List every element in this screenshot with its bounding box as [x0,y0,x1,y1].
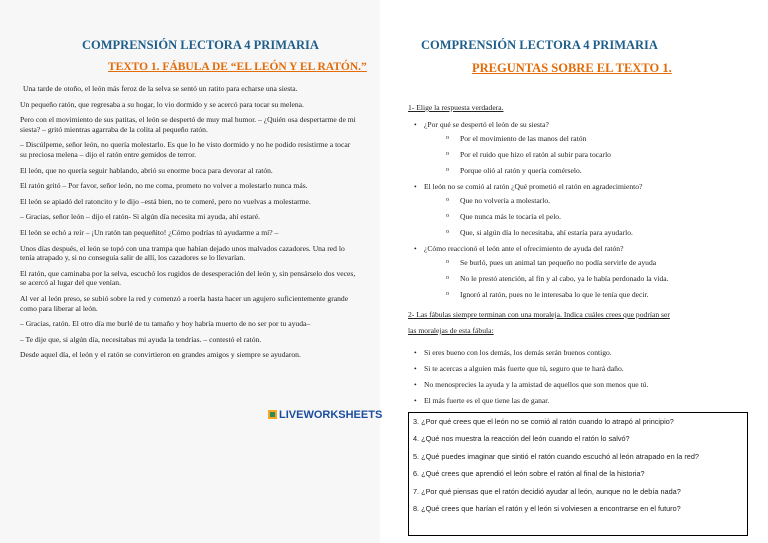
liveworksheets-logo[interactable] [268,409,382,421]
story-paragraph: Pero con el movimiento de sus patitas, el león se despertó de muy mal humor. – ¿Quién osa despertarme de mi siesta? – gritó mientras agarraba de la colita al pequeño ratón. [20,115,356,134]
logo-text: LIVEWORKSHEETS [279,409,383,421]
answer-option[interactable]: o Que nunca más le tocaría el pelo. [424,212,748,222]
page-title: COMPRENSIÓN LECTORA 4 PRIMARIA [421,38,658,52]
story-paragraph: Una tarde de otoño, el león más feroz de la selva se sentó un ratito para echarse una siesta. [23,84,298,93]
question-text: El león no se comió al ratón ¿Qué prometió el ratón en agradecimiento? [424,182,643,191]
answer-option[interactable]: o No le prestó atención, al fin y al cabo, ya le había perdonado la vida. [424,274,748,284]
story-paragraph: El león se apiadó del ratoncito y le dijo –está bien, no te comeré, pero no vuelvas a molestarme. [20,196,311,206]
story-paragraph: Unos días después, el león se topó con una trampa que habían dejado unos malvados cazadores. Una red lo tenía atrapado y, si no conseguía salir de allí, los cazadores se lo llevarían. [20,243,345,263]
answer-option[interactable]: o Por el movimiento de las manos del ratón [424,134,748,144]
story-paragraph: El ratón, que caminaba por la selva, escuchó los rugidos de desesperación del león y, sin pensárselo dos veces, se acercó al lugar del que venían. [20,268,356,288]
story-paragraph: – Te dije que, si algún día, necesitabas mi ayuda la tendrías. – contestó el ratón. [20,334,262,344]
moral-option[interactable]: • El más fuerte es el que tiene las de ganar. [408,396,753,406]
moral-option[interactable]: • No menosprecies la ayuda y la amistad de aquellos que son menos que tú. [408,380,753,390]
question-1c [408,244,748,300]
story-title: TEXTO 1. FÁBULA DE “EL LEÓN Y EL RATÓN.” [108,61,367,73]
questions-title: PREGUNTAS SOBRE EL TEXTO 1. [472,61,672,75]
story-text [20,84,356,366]
story-paragraph: Un pequeño ratón, que regresaba a su hogar, lo vio dormido y se acercó para tocar su melena. [20,99,304,109]
question-1b [408,182,748,238]
story-paragraph: El león, que no quería seguir hablando, abrió su enorme boca para devorar al ratón. [20,165,273,175]
moral-option[interactable]: • Si eres bueno con los demás, los demás serán buenos contigo. [408,348,753,358]
open-question: 7. ¿Por qué piensas que el ratón decidió ayudar al león, aunque no le debía nada? [413,486,681,496]
section-2-heading-cont: las moralejas de esta fábula: [408,326,494,335]
answer-option[interactable]: o Se burló, pues un animal tan pequeño no podía servirle de ayuda [424,258,748,268]
open-question: 8. ¿Qué crees que harían el ratón y el león si volviesen a encontrarse en el futuro? [413,503,681,513]
story-paragraph: – Discúlpeme, señor león, no quería molestarlo. Es que lo he visto dormido y no he podido resistirme a tocar su preciosa melena – dijo el ratón entre gemidos de terror. [20,140,351,159]
open-question: 3. ¿Por qué crees que el león no se comió al ratón cuando lo atrapó al principio? [413,417,674,426]
section-1 [408,103,748,306]
questions-page [388,0,768,543]
question-1a [408,120,748,176]
story-paragraph: El león se echó a reír – ¡Un ratón tan pequeñito! ¿Cómo podrías tú ayudarme a mí? – [20,227,279,237]
answer-option[interactable]: o Que, si algún día lo necesitaba, ahí estaría para ayudarlo. [424,228,748,238]
liveworksheets-icon [268,410,277,419]
open-question: 5. ¿Qué puedes imaginar que sintió el ratón cuando escuchó al león atrapado en la red? [413,451,699,461]
section-2 [408,310,753,406]
story-page [0,0,383,543]
story-paragraph: – Gracias, ratón. El otro día me burlé de tu tamaño y hoy habría muerto de no ser por tu ayuda– [20,319,311,329]
question-text: ¿Por qué se despertó el león de su siesta? [424,120,549,129]
story-paragraph: El ratón gritó – Por favor, señor león, no me coma, prometo no volver a molestarlo nunca más. [20,181,308,191]
open-question: 4. ¿Qué nos muestra la reacción del león cuando el ratón lo salvó? [413,434,630,444]
moral-option[interactable]: • Si te acercas a alguien más fuerte que tú, seguro que te hará daño. [408,364,753,374]
story-paragraph: Al ver al león preso, se subió sobre la red y comenzó a roerla hasta hacer un agujero suficientemente grande como para liberar al león. [20,293,349,313]
answer-option[interactable]: o Porque olió al ratón y quería comérselo. [424,166,748,176]
answer-option[interactable]: o Que no volvería a molestarlo. [424,196,748,206]
answer-option[interactable]: o Ignoró al ratón, pues no le interesaba lo que le tenía que decir. [424,290,748,300]
page-title: COMPRENSIÓN LECTORA 4 PRIMARIA [82,38,319,52]
story-paragraph: Desde aquel día, el león y el ratón se convirtieron en grandes amigos y siempre se ayudaron. [20,350,301,360]
open-questions-box [408,412,748,536]
answer-option[interactable]: o Por el ruido que hizo el ratón al subir para tocarlo [424,150,748,160]
section-1-heading: 1- Elige la respuesta verdadera. [408,103,504,112]
story-paragraph: – Gracias, señor león – dijo el ratón- Si algún día necesita mi ayuda, ahí estaré. [20,212,260,222]
section-2-heading: 2- Las fábulas siempre terminan con una moraleja. Indica cuáles crees que podrían ser [408,310,670,319]
question-text: ¿Cómo reaccionó el león ante el ofrecimiento de ayuda del ratón? [424,244,624,253]
open-question: 6. ¿Qué crees que aprendió el león sobre el ratón al final de la historia? [413,469,645,479]
